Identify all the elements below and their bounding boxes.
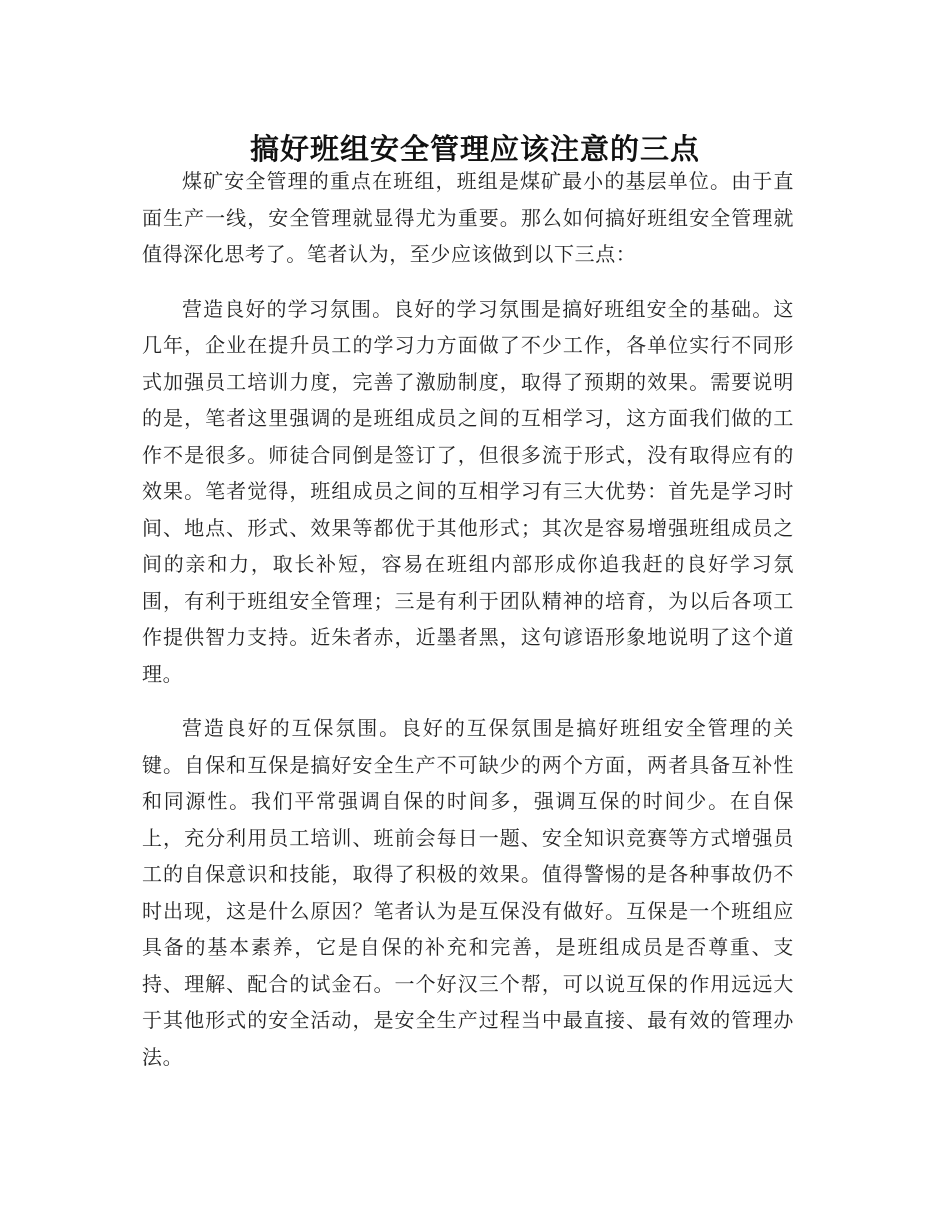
document-body bbox=[142, 163, 794, 1093]
document-title: 搞好班组安全管理应该注意的三点 bbox=[249, 132, 700, 167]
paragraph-mutual-protection: 营造良好的互保氛围。良好的互保氛围是搞好班组安全管理的关键。自保和互保是搞好安全生产不可缺少的两个方面，两者具备互补性和同源性。我们平常强调自保的时间多，强调互保的时间少。在自保上，充分利用员工培训、班前会每日一题、安全知识竞赛等方式增强员工的自保意识和技能，取得了积极的效果。值得警惕的是各种事故仍不时出现，这是什么原因？笔者认为是互保没有做好。互保是一个班组应具备的基本素养，它是自保的补充和完善，是班组成员是否尊重、支持、理解、配合的试金石。一个好汉三个帮，可以说互保的作用远远大于其他形式的安全活动，是安全生产过程当中最直接、最有效的管理办法。 bbox=[142, 716, 794, 1069]
paragraph-learning-atmosphere: 营造良好的学习氛围。良好的学习氛围是搞好班组安全的基础。这几年，企业在提升员工的学习力方面做了不少工作，各单位实行不同形式加强员工培训力度，完善了激励制度，取得了预期的效果。需要说明的是，笔者这里强调的是班组成员之间的互相学习，这方面我们做的工作不是很多。师徒合同倒是签订了，但很多流于形式，没有取得应有的效果。笔者觉得，班组成员之间的互相学习有三大优势：首先是学习时间、地点、形式、效果等都优于其他形式；其次是容易增强班组成员之间的亲和力，取长补短，容易在班组内部形成你追我赶的良好学习氛围，有利于班组安全管理；三是有利于团队精神的培育，为以后各项工作提供智力支持。近朱者赤，近墨者黑，这句谚语形象地说明了这个道理。 bbox=[142, 296, 794, 686]
paragraph-intro: 煤矿安全管理的重点在班组，班组是煤矿最小的基层单位。由于直面生产一线，安全管理就显得尤为重要。那么如何搞好班组安全管理就值得深化思考了。笔者认为，至少应该做到以下三点： bbox=[142, 169, 794, 266]
